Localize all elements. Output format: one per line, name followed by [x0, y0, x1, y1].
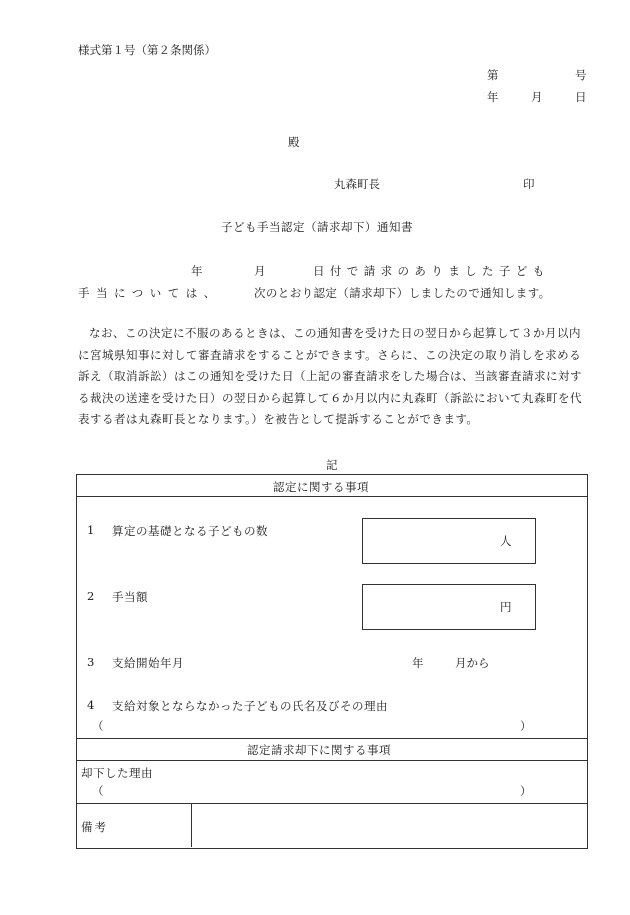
item3-year: 年 — [412, 656, 424, 670]
remarks-field[interactable] — [192, 804, 586, 847]
item4-close-paren: ） — [520, 719, 532, 733]
document-title: 子ども手当認定（請求却下）通知書 — [221, 220, 413, 234]
item1-number: 1 — [87, 523, 95, 537]
item3-month-from: 月から — [455, 656, 490, 670]
number-dai: 第 — [487, 68, 499, 82]
child-count-unit: 人 — [500, 534, 512, 548]
intro-line2: 次のとおり認定（請求却下）しましたので通知します。 — [254, 286, 551, 300]
issuer-name: 丸森町長 — [334, 177, 380, 191]
ki-label: 記 — [326, 458, 338, 472]
intro-year: 年 — [191, 264, 203, 278]
divider — [77, 738, 587, 739]
item2-label: 手当額 — [112, 590, 148, 604]
remarks-label: 備考 — [81, 820, 108, 834]
rejection-close-paren: ） — [520, 784, 532, 798]
item4-number: 4 — [87, 698, 95, 712]
number-go: 号 — [575, 68, 587, 82]
item1-label: 算定の基礎となる子どもの数 — [112, 524, 268, 538]
appeal-notice: なお、この決定に不服のあるときは、この通知書を受けた日の翌日から起算して３か月以内に宮城県知事に対して審査請求をすることができます。さらに、この決定の取り消しを求める訴え（取消訴訟）はこの通知を受けた日（上記の審査請求をした場合は、当該審査請求に対する裁決の送達を受けた日）の翌日から起算して６か月以内に丸森町（訴訟において丸森町を代表する者は丸森町長となります。）を被告として提訴することができます。 — [78, 326, 582, 426]
intro-line1: 日付で請求のありました子ども — [313, 264, 550, 278]
form-id: 様式第１号（第２条関係） — [78, 43, 216, 57]
issuer-seal: 印 — [523, 177, 535, 191]
rejection-reason-label: 却下した理由 — [81, 766, 153, 780]
item4-open-paren: （ — [92, 719, 104, 733]
rejection-heading: 認定請求却下に関する事項 — [247, 743, 391, 757]
item2-number: 2 — [87, 589, 95, 603]
intro-month: 月 — [254, 264, 266, 278]
addressee-tono: 殿 — [288, 135, 300, 149]
divider — [77, 496, 587, 497]
date-month: 月 — [531, 90, 543, 104]
certification-heading: 認定に関する事項 — [273, 480, 369, 494]
date-day: 日 — [575, 90, 587, 104]
item3-label: 支給開始年月 — [112, 656, 184, 670]
item4-label: 支給対象とならなかった子どもの氏名及びその理由 — [112, 699, 388, 713]
allowance-amount-unit: 円 — [500, 600, 512, 614]
item3-number: 3 — [87, 655, 95, 669]
date-year: 年 — [487, 90, 499, 104]
divider — [77, 760, 587, 761]
intro-line2-spaced: 手当については、 — [78, 286, 222, 300]
rejection-open-paren: （ — [92, 784, 104, 798]
